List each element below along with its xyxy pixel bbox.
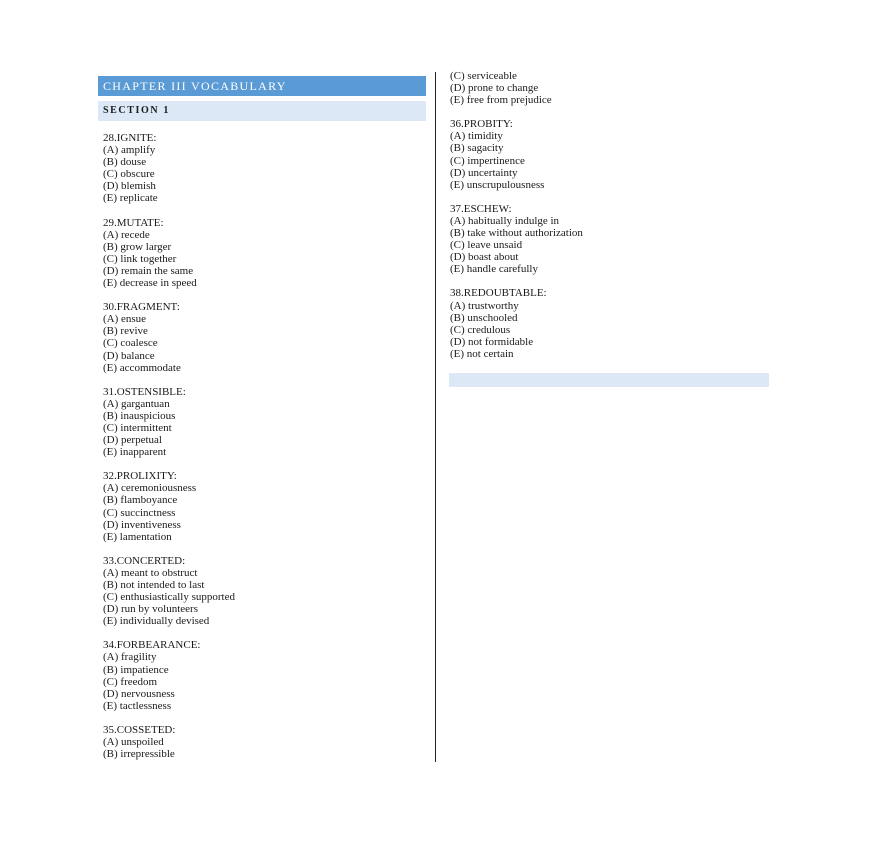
answer-option: (D) remain the same (103, 264, 194, 277)
answer-option: (D) not formidable (450, 335, 534, 348)
blank-shaded-bar (449, 373, 769, 387)
question-word: 29.MUTATE: (103, 216, 164, 229)
question-word: 28.IGNITE: (103, 132, 157, 144)
answer-option: (A) ensue (103, 313, 147, 326)
answer-option: (E) lamentation (103, 530, 172, 543)
chapter-title: CHAPTER III VOCABULARY (98, 76, 426, 96)
answer-option: (D) boast about (450, 251, 519, 264)
answer-option: (B) not intended to last (103, 579, 205, 591)
answer-option: (A) timidity (450, 130, 503, 143)
answer-option: (D) blemish (103, 180, 156, 193)
answer-option: (C) obscure (103, 168, 155, 181)
answer-option: (C) impertinence (450, 154, 525, 167)
answer-option: (B) douse (103, 156, 147, 169)
answer-option: (B) irrepressible (103, 748, 175, 761)
vocabulary-question (450, 70, 770, 106)
question-word: 34.FORBEARANCE: (103, 639, 201, 652)
answer-option: (C) succinctness (103, 506, 176, 519)
answer-option: (A) recede (103, 228, 150, 241)
answer-option: (C) coalesce (103, 337, 158, 350)
answer-option: (A) unspoiled (103, 736, 164, 749)
vocabulary-question (450, 118, 770, 191)
column-divider (435, 72, 436, 762)
answer-option: (E) unscrupulousness (450, 178, 545, 191)
vocabulary-question (103, 217, 423, 290)
question-word: 31.OSTENSIBLE: (103, 385, 186, 398)
vocabulary-question (450, 203, 770, 276)
left-column (103, 132, 423, 760)
answer-option: (E) not certain (450, 347, 514, 360)
answer-option: (E) individually devised (103, 615, 210, 628)
answer-option: (D) perpetual (103, 434, 162, 447)
answer-option: (C) freedom (103, 675, 158, 688)
answer-option: (B) flamboyance (103, 494, 178, 507)
answer-option: (C) serviceable (450, 70, 517, 82)
vocabulary-question (103, 470, 423, 543)
question-word: 35.COSSETED: (103, 723, 176, 736)
question-word: 30.FRAGMENT: (103, 301, 180, 314)
answer-option: (E) decrease in speed (103, 277, 197, 290)
question-word: 32.PROLIXITY: (103, 470, 177, 483)
answer-option: (B) inauspicious (103, 409, 176, 422)
vocabulary-question (103, 301, 423, 374)
question-word: 37.ESCHEW: (450, 202, 512, 215)
vocabulary-question (103, 555, 423, 628)
answer-option: (B) revive (103, 325, 148, 338)
answer-option: (E) inapparent (103, 446, 167, 459)
answer-option: (C) enthusiastically supported (103, 591, 235, 604)
answer-option: (A) amplify (103, 144, 156, 157)
section-title: SECTION 1 (98, 101, 426, 121)
answer-option: (B) impatience (103, 663, 169, 676)
answer-option: (B) unschooled (450, 311, 518, 324)
answer-option: (D) prone to change (450, 82, 539, 95)
answer-option: (D) nervousness (103, 687, 175, 700)
answer-option: (B) grow larger (103, 240, 172, 253)
vocabulary-question (103, 724, 423, 760)
answer-option: (B) sagacity (450, 142, 504, 155)
answer-option: (E) tactlessness (103, 699, 172, 712)
answer-option: (E) handle carefully (450, 263, 538, 276)
answer-option: (B) take without authorization (450, 227, 583, 240)
answer-option: (C) intermittent (103, 421, 172, 434)
answer-option: (E) replicate (103, 192, 158, 205)
question-word: 38.REDOUBTABLE: (450, 287, 547, 300)
answer-option: (C) leave unsaid (450, 239, 523, 252)
answer-option: (A) gargantuan (103, 397, 170, 410)
answer-option: (E) accommodate (103, 361, 181, 374)
vocabulary-question (103, 132, 423, 205)
answer-option: (D) run by volunteers (103, 603, 199, 616)
answer-option: (E) free from prejudice (450, 94, 552, 107)
answer-option: (A) ceremoniousness (103, 482, 197, 495)
answer-option: (D) inventiveness (103, 518, 181, 531)
answer-option: (A) habitually indulge in (450, 214, 560, 227)
vocabulary-question (450, 287, 770, 360)
right-column (450, 70, 770, 360)
answer-option: (A) meant to obstruct (103, 566, 198, 579)
answer-option: (C) link together (103, 252, 177, 265)
answer-option: (A) trustworthy (450, 299, 519, 312)
answer-option: (C) credulous (450, 323, 511, 336)
vocabulary-question (103, 639, 423, 712)
answer-option: (D) balance (103, 349, 155, 362)
question-word: 33.CONCERTED: (103, 554, 186, 567)
answer-option: (A) fragility (103, 651, 157, 664)
answer-option: (D) uncertainty (450, 166, 518, 179)
vocabulary-question (103, 386, 423, 459)
question-word: 36.PROBITY: (450, 118, 513, 131)
